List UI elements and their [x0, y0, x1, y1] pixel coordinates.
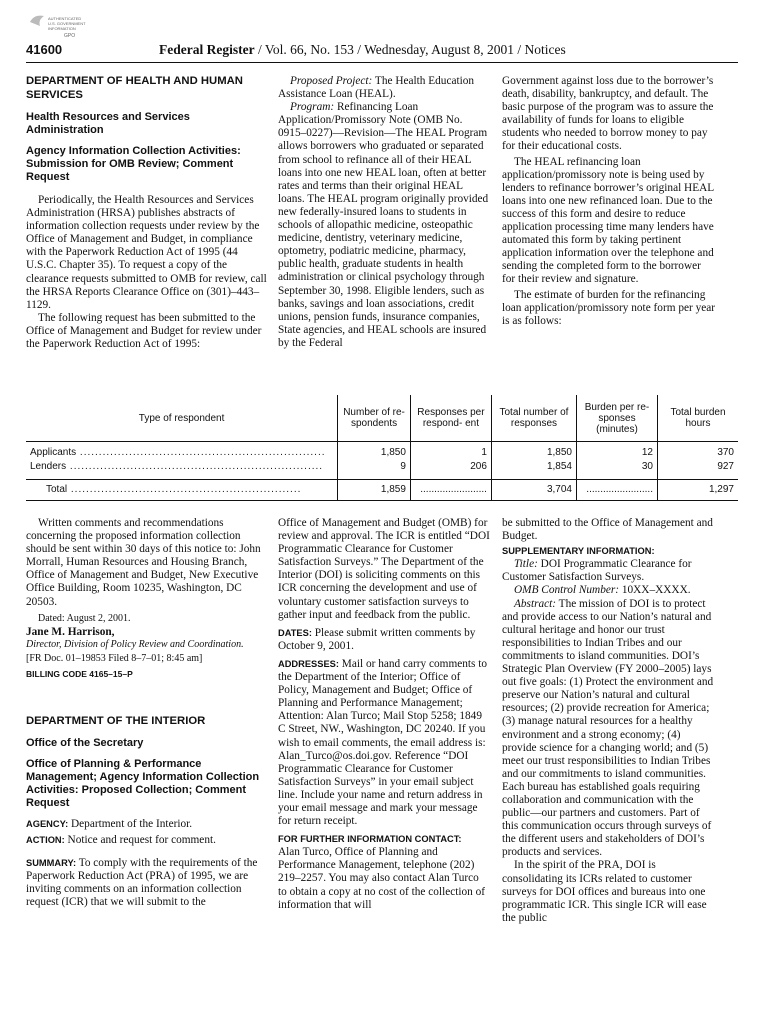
addresses-text: Mail or hand carry comments to the Department of the Interior; Office of Policy, Management and Budget; Office of Planning and Performance Management; Attention: Alan Turco; Mail Stop 5258; 1849 C Street, NW., Washington, DC 20240. If you wish to email comments, the email address is: Alan_Turco@os.doi.gov. Reference “DOI Programmatic Clearance for Customer Satisfaction Surveys” in your email subject line. Include your name and return address in your email message and mark your message for return receipt.	[278, 657, 488, 828]
billing-code: BILLING CODE 4165–15–P	[26, 668, 133, 679]
doi-agency-line	[26, 818, 268, 831]
fr-doc-line: [FR Doc. 01–19853 Filed 8–7–01; 8:45 am]	[26, 652, 203, 664]
doi-summary	[26, 857, 268, 909]
row-total-hours: 370	[657, 442, 738, 461]
doi-addresses	[278, 658, 490, 828]
table-row	[26, 442, 738, 461]
row-type-label: Applicants	[30, 447, 77, 458]
dates-label: DATES:	[278, 627, 312, 638]
row-total-responses: 1,850	[491, 442, 576, 461]
doi-subagency-heading: Office of the Secretary	[26, 737, 144, 750]
title-text: DOI Programmatic Clearance for Customer Satisfaction Surveys.	[502, 558, 692, 584]
doi-title	[502, 558, 716, 584]
abstract-label: Abstract:	[514, 597, 557, 610]
program-description	[278, 101, 490, 350]
hhs-column-3	[502, 75, 716, 328]
doi-abstract	[502, 598, 716, 860]
contact-label: FOR FURTHER INFORMATION CONTACT:	[278, 834, 462, 845]
hhs-agency-heading: DEPARTMENT OF HEALTH AND HUMAN SERVICES	[26, 75, 243, 101]
doi-supplementary-label	[502, 545, 716, 558]
doi-dates	[278, 627, 490, 653]
total-hours: 1,297	[657, 480, 738, 501]
burden-table-header	[26, 395, 738, 442]
table-total-row	[26, 480, 738, 501]
row-per-respondent: 206	[410, 460, 491, 480]
signer-title: Director, Division of Policy Review and Coordination.	[26, 638, 244, 650]
col-type-header: Type of respondent	[26, 395, 338, 442]
action-text: Notice and request for comment.	[64, 834, 216, 847]
hhs-col3-paragraph-1: Government against loss due to the borrower’s death, disability, bankruptcy, and default. The basic purpose of the program was to assure the availability of funds for loans to eligible students who needed to borrow money to pay for their educational costs.	[502, 75, 714, 153]
row-respondents: 1,850	[338, 442, 411, 461]
seal-line-2: U.S. GOVERNMENT	[48, 21, 86, 26]
header-rule	[26, 62, 738, 63]
omb-label: OMB Control Number:	[514, 584, 620, 597]
journal-title	[159, 42, 566, 58]
proposed-project-text: The Health Education Assistance Loan (HEAL).	[278, 75, 475, 101]
page-number: 41600	[26, 42, 63, 57]
program-text: Refinancing Loan Application/Promissory Note (OMB No. 0915–0227)—Revision—The HEAL Program allows borrowers who graduated or separated from school to refinance all of their HEAL loans into one new HEAL loan, often at better rates and terms than their original HEAL loans. The HEAL program originally provided new federally-insured loans to students in schools of allopathic medicine, osteopathic medicine, dentistry, veterinary medicine, optometry, podiatric medicine, pharmacy, public health, graduate students in health administration or clinical psychology through September 30, 1998. Eligible lenders, such as banks, savings and loan associations, credit unions, pension funds, insurance companies, State agencies, and HEAL schools are insured by the Federal	[278, 101, 489, 349]
doi-contact-text: Alan Turco, Office of Planning and Performance Management, telephone (202) 219–2257. You may also contact Alan Turco to obtain a copy at no cost of the collection of information that will	[278, 846, 486, 911]
doi-agency-heading: DEPARTMENT OF THE INTERIOR	[26, 714, 206, 727]
proposed-project-label: Proposed Project:	[290, 75, 373, 87]
doi-notice-title: Office of Planning & Performance Management; Agency Information Collection Activities: Proposed Collection; Comment Request	[26, 758, 260, 810]
gpo-authenticated-seal	[26, 12, 88, 44]
signer-name: Jane M. Harrison,	[26, 625, 115, 638]
hhs-col3-paragraph-3: The estimate of burden for the refinancing loan application/promissory note form per year is as follows:	[502, 288, 716, 327]
hhs-column-2	[278, 75, 490, 350]
abstract-text: The mission of DOI is to protect and provide access to our Nation’s natural and cultural heritage and honor our trust responsibilities to Indian Tribes and our commitments to island communities. DOI’s Strategic Plan Overview (FY 2000–2005) lays out five goals: (1) Protect the environment and preserve our Nation’s natural and cultural resources; (2) provide recreation for America; (3) manage natural resources for a healthy environment and a strong economy; (4) provide science for a changing world; and (5) meet our trust responsibilities to Indian Tribes and our commitments to island communities. Each bureau has established goals requiring collaboration and communication with the public—our partners and customers. Part of this communication occurs through surveys of the different users and stakeholders of DOI’s products and services.	[502, 597, 714, 859]
total-burden-leader: ........................	[577, 480, 658, 501]
col-respondents-header: Number of re- spondents	[338, 395, 411, 442]
row-total-hours: 927	[657, 460, 738, 480]
col-per-respondent-header: Responses per respond- ent	[410, 395, 491, 442]
col-burden-minutes-header: Burden per re- sponses (minutes)	[577, 395, 658, 442]
row-type: Lenders ...................................................................	[30, 461, 324, 472]
hhs-column-1	[26, 75, 268, 351]
total-type: Total .............................................................	[26, 480, 338, 501]
total-responses: 3,704	[491, 480, 576, 501]
row-burden-minutes: 30	[577, 460, 658, 480]
doi-col2-paragraph-1: Office of Management and Budget (OMB) for review and approval. The ICR is entitled “DOI Programmatic Clearance for Customer Satisfaction Surveys.” The Department of the Interior (DOI) is soliciting comments on this ICR concerning the development and use of voluntary customer satisfaction surveys to gather input and feedback from the public.	[278, 517, 490, 621]
doi-col3-paragraph-1: be submitted to the Office of Management and Budget.	[502, 517, 713, 543]
col-total-responses-header: Total number of responses	[491, 395, 576, 442]
journal-name: Federal Register	[159, 42, 255, 57]
total-label: Total	[46, 484, 68, 495]
omb-text: 10XX–XXXX.	[619, 584, 691, 597]
title-label: Title:	[514, 558, 538, 571]
addresses-label: ADDRESSES:	[278, 658, 339, 669]
row-respondents: 9	[338, 460, 411, 480]
issue-info: / Vol. 66, No. 153 / Wednesday, August 8, 2001 / Notices	[254, 42, 566, 57]
seal-line-3: INFORMATION	[48, 26, 76, 31]
doi-omb-number	[502, 584, 716, 597]
burden-table	[26, 395, 738, 501]
total-respondents: 1,859	[338, 480, 411, 501]
dates-text: Please submit written comments by October 9, 2001.	[278, 626, 476, 652]
seal-line-4: GPO	[64, 33, 76, 39]
row-type: Applicants .................................................................	[30, 447, 326, 458]
row-per-respondent: 1	[410, 442, 491, 461]
row-burden-minutes: 12	[577, 442, 658, 461]
row-total-responses: 1,854	[491, 460, 576, 480]
program-label: Program:	[290, 101, 335, 114]
hhs-notice-title: Agency Information Collection Activities: Submission for OMB Review; Comment Request	[26, 145, 241, 183]
proposed-project	[278, 75, 490, 101]
hrsa-subagency-heading: Health Resources and Services Administration	[26, 111, 190, 136]
agency-label: AGENCY:	[26, 819, 69, 830]
lower-column-1	[26, 517, 268, 909]
hhs-paragraph-2: The following request has been submitted to the Office of Management and Budget for review under the Paperwork Reduction Act of 1995:	[26, 311, 262, 351]
doi-spirit-paragraph: In the spirit of the PRA, DOI is consolidating its ICRs related to customer surveys for DOI offices and bureaus into one programmatic ICR. This single ICR will ease the public	[502, 859, 707, 924]
hhs-col3-paragraph-2: The HEAL refinancing loan application/promissory note is being used by lenders to refinance borrower’s original HEAL loans into one new refinanced loan. Due to the success of this form and desire to reduce application processing time many lenders have automated this form by taking pertinent application information over the telephone and sending the completed form to the borrower for their review and signature.	[502, 155, 714, 286]
hhs-paragraph-1: Periodically, the Health Resources and Services Administration (HRSA) publishes abstracts of information collection requests under review by the Office of Management and Budget, in compliance with the Paperwork Reduction Act of 1995 (44 U.S.C. Chapter 35). To request a copy of the clearance requests submitted to OMB for review, call the HRSA Reports Clearance Office on (301)–443–1129.	[26, 194, 267, 311]
hhs-comments-paragraph: Written comments and recommendations concerning the proposed information collection should be sent within 30 days of this notice to: John Morrall, Human Resources and Housing Branch, Office of Management and Budget, New Executive Office Building, Room 10235, Washington, DC 20503.	[26, 517, 261, 608]
doi-action-line	[26, 834, 268, 847]
table-row	[26, 460, 738, 480]
lower-column-2	[278, 517, 490, 912]
seal-line-1: AUTHENTICATED	[48, 16, 82, 21]
supplementary-label: SUPPLEMENTARY INFORMATION:	[502, 546, 655, 557]
doi-contact-label	[278, 833, 490, 846]
lower-column-3	[502, 517, 716, 925]
row-type-label: Lenders	[30, 461, 67, 472]
summary-label: SUMMARY:	[26, 857, 77, 868]
dated-line: Dated: August 2, 2001.	[38, 612, 131, 624]
action-label: ACTION:	[26, 835, 65, 846]
col-total-hours-header: Total burden hours	[657, 395, 738, 442]
agency-text: Department of the Interior.	[68, 818, 193, 831]
summary-text: To comply with the requirements of the Paperwork Reduction Act (PRA) of 1995, we are inviting comments on an information collection request (ICR) that we will submit to the	[26, 856, 258, 908]
total-per-respondent-leader: ........................	[410, 480, 491, 501]
